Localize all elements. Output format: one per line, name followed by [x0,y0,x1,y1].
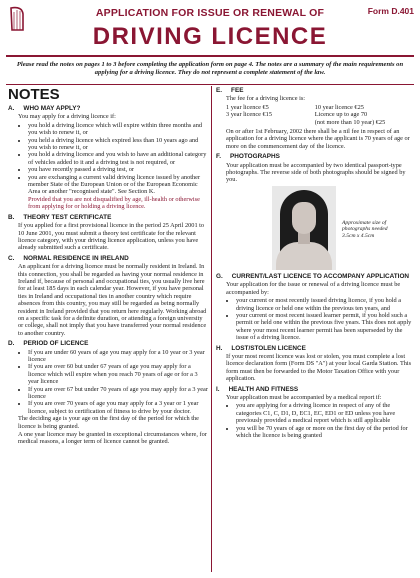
intro-rule [6,84,414,85]
intro-text: Please read the notes on pages 1 to 3 before completing the application form on page 4. The notes are a summary of the main requirements on applying for a driving licence. They do not represent a complete statement of the law. [16,61,404,77]
section-e-body: On or after 1st February, 2002 there shall be a nil fee in respect of an application for a driving licence where the applicant is 70 years of age or more on the commencement day of the licence. [226,128,410,150]
list-item: • If you are under 60 years of age you may apply for a 10 year or 3 year licence [28,349,208,364]
passport-photo [272,186,336,270]
section-title: NORMAL RESIDENCE IN IRELAND [23,254,129,262]
list-item: • your current or most recently issued driving licence, if you hold a driving licence or held one within the previous ten years, and [236,297,414,312]
list-item: • you are applying for a driving licence in respect of any of the categories C1, C, D1, D, EC1, EC, ED1 or ED unless you have previously provided a medical report which is still applicable [236,402,414,424]
page-title: DRIVING LICENCE [92,23,328,50]
section-h [216,345,414,383]
section-i-heading [216,386,414,393]
section-letter: I. [216,385,220,393]
section-c-body: An applicant for a driving licence must be normally resident in Ireland. In this connection, you shall be regarded as having your normal residence in Ireland if, because of personal and occupational ties, you usually live here for at least 185 days in each calendar year. However, if you have personal ties in Ireland and occupational ties in another country which require absences from this country, you may still be regarded as being normally resident in Ireland provided that you return here regularly. Working abroad on a specific task for a definite duration, or attending a foreign university or college, shall not imply that you have transferred your normal residence to another country. [18,263,207,337]
notes-heading: NOTES [8,86,60,103]
fee-cell [226,119,301,126]
section-g [216,273,414,342]
fee-cell: 1 year licence €5 [226,103,269,111]
section-a [8,105,208,211]
section-letter: H. [216,344,223,352]
section-title: WHO MAY APPLY? [23,105,81,112]
section-f [216,153,414,270]
section-letter: F. [216,153,221,161]
section-letter: D. [8,340,15,348]
section-title: PHOTOGRAPHS [229,153,280,161]
section-title: HEALTH AND FITNESS [228,385,299,393]
section-d-list [18,349,208,416]
fee-table [226,104,414,126]
title-rule [6,55,414,57]
section-f-body: Your application must be accompanied by two identical passport-type photographs. The reverse side of both photographs should be signed by you. [226,161,406,184]
section-g-list [226,297,414,341]
section-c [8,255,208,337]
fee-cell: 10 year licence €25 [314,103,364,111]
photo-caption: Approximate size of photographs needed 3.5cm x 4.5cm [342,219,388,240]
section-letter: E. [216,87,223,94]
section-letter: G. [216,272,223,280]
section-e-intro: The fee for a driving licence is: [226,95,306,103]
section-a-heading [8,105,208,112]
column-divider [211,86,212,572]
section-title: PERIOD OF LICENCE [23,340,89,348]
section-h-body: If your most recent licence was lost or stolen, you must complete a lost licence declaration form (Form DS "A") at your local Garda Station. This form must then be forwarded to the Motor Taxation Office with your application. [226,352,412,383]
list-item: • your current or most recent issued learner permit, if you hold such a permit or held one within the previous five years. This does not apply where your most recent learner permit has been superseded by the issue of a driving licence. [236,312,414,342]
fee-cell: (not more than 10 year) €25 [314,118,386,126]
list-item: • you held a driving licence which expired less than 10 years ago and you wish to renew it, or [28,137,208,152]
section-d-after: The deciding age is your age on the first day of the period for which the licence is being granted. [18,415,199,430]
section-d-heading [8,340,208,347]
section-d [8,340,208,446]
list-item: • If you are over 60 but under 67 years of age you may apply for a licence which will expire when you reach 70 years of age or for a 3 year licence [28,363,208,385]
section-h-heading [216,345,414,352]
list-item: • If you are over 70 years of age you may apply for a 3 year or 1 year licence, subject to certification of fitness to drive by your doctor. [28,400,208,415]
section-a-note: Provided that you are not disqualified by age, ill-health or otherwise from applying for or holding a driving licence. [28,195,200,211]
section-g-intro: Your application for the issue or renewal of a driving licence must be accompanied by: [226,281,401,296]
section-b [8,214,208,252]
fee-cell: 3 year licence €15 [226,111,272,119]
section-a-intro: You may apply for a driving licence if: [18,113,116,121]
left-column [8,87,208,449]
section-a-list [18,122,208,196]
section-i [216,386,414,440]
section-d-tail: A one year licence may be granted in exceptional circumstances where, for medical reasons, a longer term of licence cannot be granted. [18,431,207,446]
section-title: CURRENT/LAST LICENCE TO ACCOMPANY APPLICATION [231,272,410,280]
list-item: • you hold a driving licence which will expire within three months and you wish to renew it, or [28,122,208,137]
section-letter: A. [8,105,15,112]
section-title: THEORY TEST CERTIFICATE [23,213,112,221]
section-f-heading [216,153,414,160]
section-g-heading [216,273,414,280]
fee-cell: Licence up to age 70 [314,111,368,119]
photo-example [226,186,414,270]
list-item: • you are exchanging a current valid driving licence issued by another member State of the European Union or of the European Economic Area or another "recognised state". See Section K. [28,174,208,196]
top-title: APPLICATION FOR ISSUE OR RENEWAL OF [95,7,325,19]
section-c-heading [8,255,208,262]
section-title: LOST/STOLEN LICENCE [231,344,306,352]
section-letter: B. [8,213,15,221]
section-e-heading [216,87,414,94]
section-e [216,87,414,150]
section-letter: C. [8,254,15,262]
section-i-intro: Your application must be accompanied by a medical report if: [226,393,382,401]
list-item: • you will be 70 years of age or more on the first day of the period for which the licence is being granted [236,425,414,440]
list-item: • you hold a driving licence and you wish to have an additional category of vehicles added to it and a driving test is not required, or [28,151,208,166]
section-i-list [226,402,414,439]
section-title: FEE [231,87,244,94]
right-column [216,87,414,442]
form-number: Form D.401 [367,6,414,16]
section-b-body: If you applied for a first provisional licence in the period 25 April 2001 to 10 June 2001, you must submit a theory test certificate for the relevant licence category, with your driving licence application, unless you have already submitted such a certificate. [18,222,205,252]
list-item: • you have recently passed a driving test, or [28,166,208,173]
section-b-heading [8,214,208,221]
list-item: • If you are over 67 but under 70 years of age you may apply for a 3 year licence [28,386,208,401]
